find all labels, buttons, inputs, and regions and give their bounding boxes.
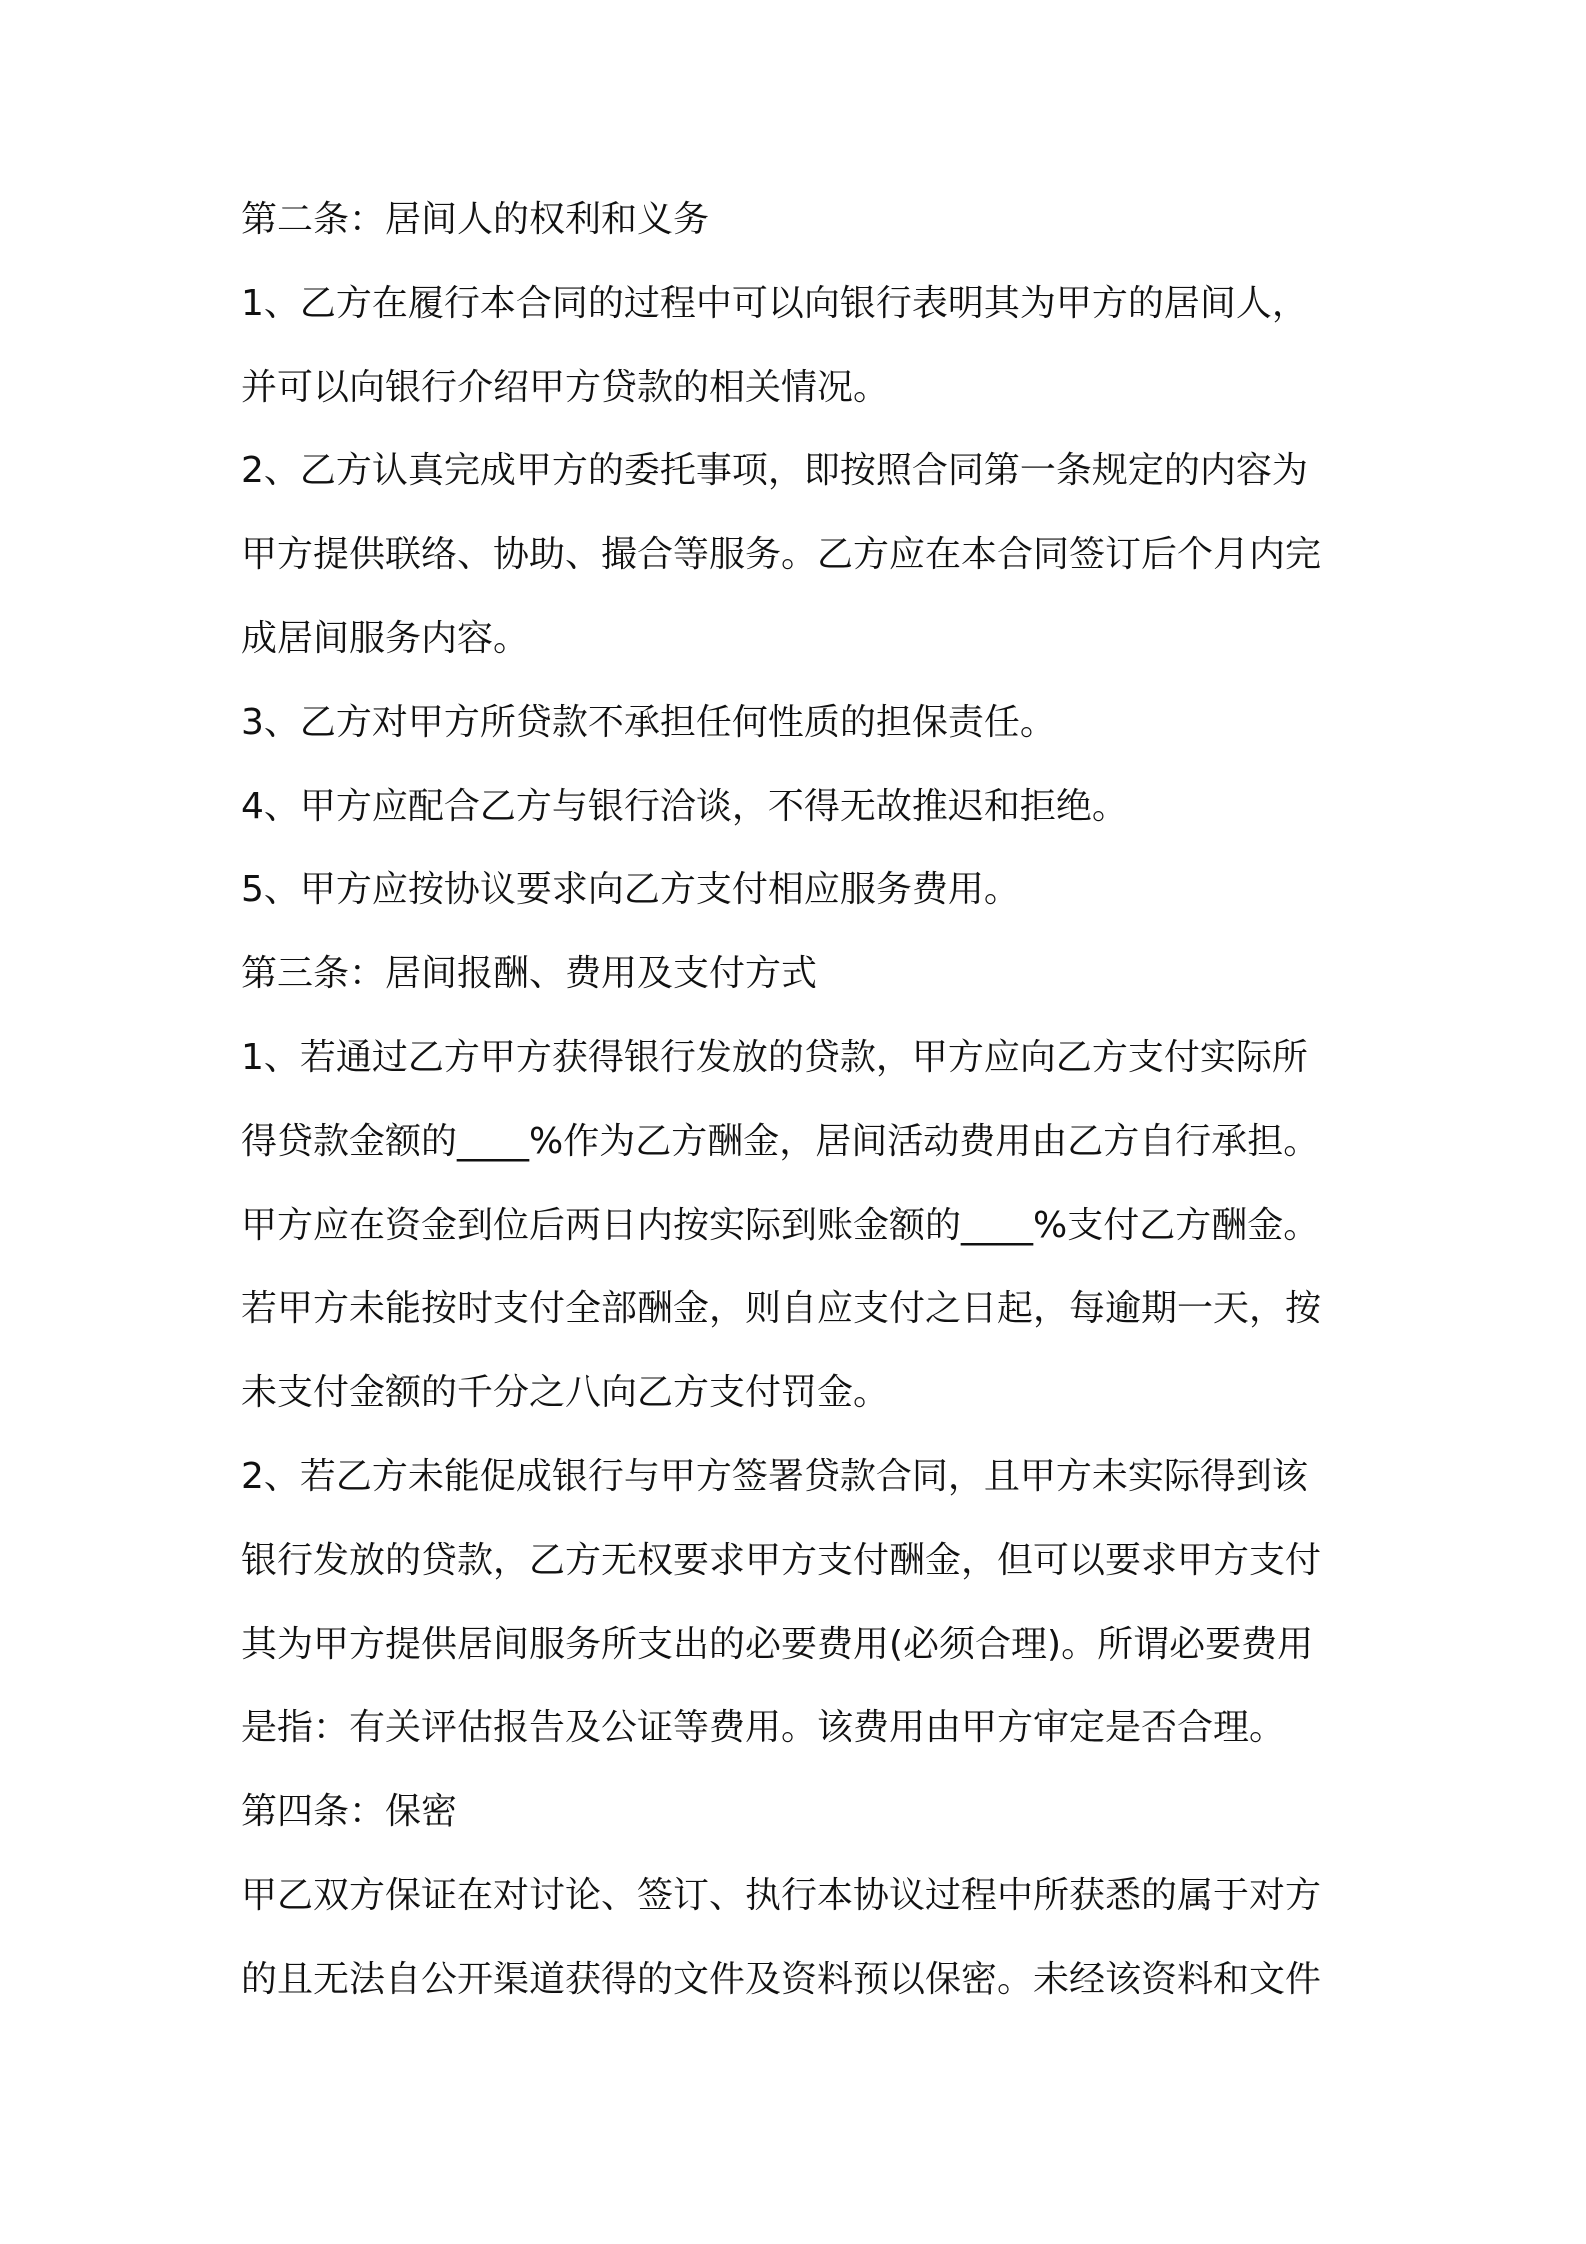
- paragraph-line: 3、乙方对甲方所贷款不承担任何性质的担保责任。: [241, 701, 1056, 743]
- paragraph-line: 银行发放的贷款，乙方无权要求甲方支付酬金，但可以要求甲方支付: [241, 1539, 1322, 1581]
- heading-article-4: 第四条：保密: [241, 1791, 458, 1833]
- paragraph-line: 成居间服务内容。: [241, 617, 530, 659]
- document-body: [241, 196, 1361, 2040]
- paragraph-line: 1、若通过乙方甲方获得银行发放的贷款，甲方应向乙方支付实际所: [241, 1036, 1308, 1078]
- paragraph-line: 若甲方未能按时支付全部酬金，则自应支付之日起，每逾期一天，按: [241, 1288, 1322, 1330]
- paragraph-line: 的且无法自公开渠道获得的文件及资料预以保密。未经该资料和文件: [241, 1958, 1322, 2000]
- heading-article-3: 第三条：居间报酬、费用及支付方式: [241, 953, 818, 995]
- paragraph-line: 并可以向银行介绍甲方贷款的相关情况。: [241, 366, 890, 408]
- paragraph-line: 未支付金额的千分之八向乙方支付罚金。: [241, 1372, 890, 1414]
- heading-article-2: 第二条：居间人的权利和义务: [241, 199, 710, 240]
- paragraph-line: 其为甲方提供居间服务所支出的必要费用(必须合理)。所谓必要费用: [241, 1623, 1314, 1665]
- paragraph-line: 1、乙方在履行本合同的过程中可以向银行表明其为甲方的居间人，: [241, 282, 1308, 324]
- paragraph-line: 甲方应在资金到位后两日内按实际到账金额的____%支付乙方酬金。: [241, 1204, 1320, 1246]
- paragraph-line: 5、甲方应按协议要求向乙方支付相应服务费用。: [241, 869, 1020, 911]
- paragraph-line: 2、乙方认真完成甲方的委托事项，即按照合同第一条规定的内容为: [241, 450, 1308, 492]
- paragraph-line: 甲乙双方保证在对讨论、签订、执行本协议过程中所获悉的属于对方: [241, 1874, 1322, 1916]
- paragraph-line: 是指：有关评估报告及公证等费用。该费用由甲方审定是否合理。: [241, 1707, 1286, 1749]
- paragraph-line: 甲方提供联络、协助、撮合等服务。乙方应在本合同签订后个月内完: [241, 534, 1322, 576]
- paragraph-line: 得贷款金额的____%作为乙方酬金，居间活动费用由乙方自行承担。: [241, 1120, 1320, 1162]
- paragraph-line: 2、若乙方未能促成银行与甲方签署贷款合同，且甲方未实际得到该: [241, 1455, 1308, 1497]
- paragraph-line: 4、甲方应配合乙方与银行洽谈，不得无故推迟和拒绝。: [241, 785, 1128, 827]
